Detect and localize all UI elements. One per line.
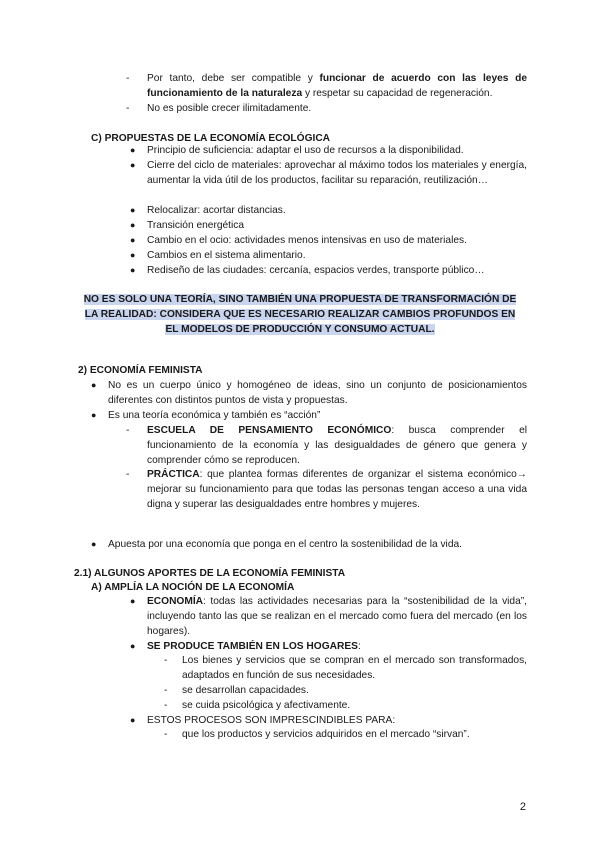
- paragraph-economia: ECONOMÍA: todas las actividades necesarias para la “sostenibilidad de la vida”, incluyendo tanto las que se realizan en el mercado como fuera del mercado (en los hogares).: [147, 596, 527, 637]
- dash-marker: -: [126, 469, 130, 480]
- bullet-marker: ●: [130, 250, 136, 260]
- dash-marker: -: [126, 103, 130, 114]
- list-item: se desarrollan capacidades.: [182, 685, 309, 696]
- list-item: Cambios en el sistema alimentario.: [147, 250, 306, 261]
- highlight-line-1: NO ES SOLO UNA TEORÍA, SINO TAMBIÉN UNA PROPUESTA DE TRANSFORMACIÓN DE: [83, 294, 517, 305]
- dash-marker: -: [164, 700, 168, 711]
- bullet-marker: ●: [91, 410, 97, 420]
- bullet-marker: ●: [130, 641, 136, 651]
- dash-marker: -: [164, 655, 168, 666]
- bullet-marker: ●: [130, 145, 136, 155]
- list-item: Cambio en el ocio: actividades menos intensivas en uso de materiales.: [147, 235, 467, 246]
- page-number: 2: [519, 801, 526, 813]
- dash-marker: -: [126, 425, 130, 436]
- section-heading-2: 2) ECONOMÍA FEMINISTA: [78, 365, 203, 376]
- list-item: Transición energética: [147, 220, 245, 231]
- list-item: Relocalizar: acortar distancias.: [147, 205, 286, 216]
- bullet-marker: ●: [130, 715, 136, 725]
- paragraph-bienes: Los bienes y servicios que se compran en el mercado son transformados, adaptados en función de sus necesidades.: [182, 655, 527, 681]
- dash-marker: -: [164, 729, 168, 740]
- dash-marker: -: [126, 73, 130, 84]
- dash-marker: -: [164, 685, 168, 696]
- bullet-marker: ●: [130, 265, 136, 275]
- paragraph-compatibility: Por tanto, debe ser compatible y funcionar de acuerdo con las leyes de funcionamiento de la naturaleza y respetar su capacidad de regeneración.: [147, 73, 527, 99]
- list-item: Rediseño de las ciudades: cercanía, espacios verdes, transporte público…: [147, 265, 485, 276]
- list-item: Apuesta por una economía que ponga en el centro la sostenibilidad de la vida.: [108, 539, 462, 550]
- section-heading-c: C) PROPUESTAS DE LA ECONOMÍA ECOLÓGICA: [91, 133, 331, 144]
- subsection-heading-a: A) AMPLÍA LA NOCIÓN DE LA ECONOMÍA: [91, 582, 295, 593]
- bullet-marker: ●: [130, 596, 136, 606]
- highlight-line-2: LA REALIDAD: CONSIDERA QUE ES NECESARIO REALIZAR CAMBIOS PROFUNDOS EN: [84, 309, 516, 320]
- list-item: se cuida psicológica y afectivamente.: [182, 700, 351, 711]
- paragraph-practica: PRÁCTICA: que plantea formas diferentes de organizar el sistema económico→ mejorar su funcionamiento para que todas las personas tengan acceso a una vida digna y superar las desigualdades entre hombres y mujeres.: [147, 469, 527, 510]
- list-item: Cierre del ciclo de materiales: aprovechar al máximo todos los materiales y energía, aumentar la vida útil de los productos, facilitar su reparación, reutilización…: [147, 160, 527, 186]
- bullet-marker: ●: [91, 539, 97, 549]
- list-item: ESTOS PROCESOS SON IMPRESCINDIBLES PARA:: [147, 715, 396, 726]
- list-item: que los productos y servicios adquiridos en el mercado “sirvan”.: [182, 729, 470, 740]
- bullet-marker: ●: [130, 160, 136, 170]
- section-heading-2-1: 2.1) ALGUNOS APORTES DE LA ECONOMÍA FEMINISTA: [74, 568, 346, 579]
- highlight-line-3: EL MODELOS DE PRODUCCIÓN Y CONSUMO ACTUAL.: [165, 324, 435, 335]
- bullet-marker: ●: [130, 205, 136, 215]
- list-item: No es un cuerpo único y homogéneo de ideas, sino un conjunto de posicionamientos diferentes con distintos puntos de vista y propuestas.: [108, 380, 527, 406]
- list-item: SE PRODUCE TAMBIÉN EN LOS HOGARES:: [147, 641, 361, 652]
- list-item: Es una teoría económica y también es “acción”: [108, 410, 321, 421]
- paragraph-no-growth: No es posible crecer ilimitadamente.: [147, 103, 312, 114]
- bullet-marker: ●: [91, 380, 97, 390]
- list-item: Principio de suficiencia: adaptar el uso de recursos a la disponibilidad.: [147, 145, 464, 156]
- bullet-marker: ●: [130, 220, 136, 230]
- bullet-marker: ●: [130, 235, 136, 245]
- paragraph-escuela: ESCUELA DE PENSAMIENTO ECONÓMICO: busca comprender el funcionamiento de la economía y las desigualdades de género que genera y comprender cómo se reproducen.: [147, 425, 528, 466]
